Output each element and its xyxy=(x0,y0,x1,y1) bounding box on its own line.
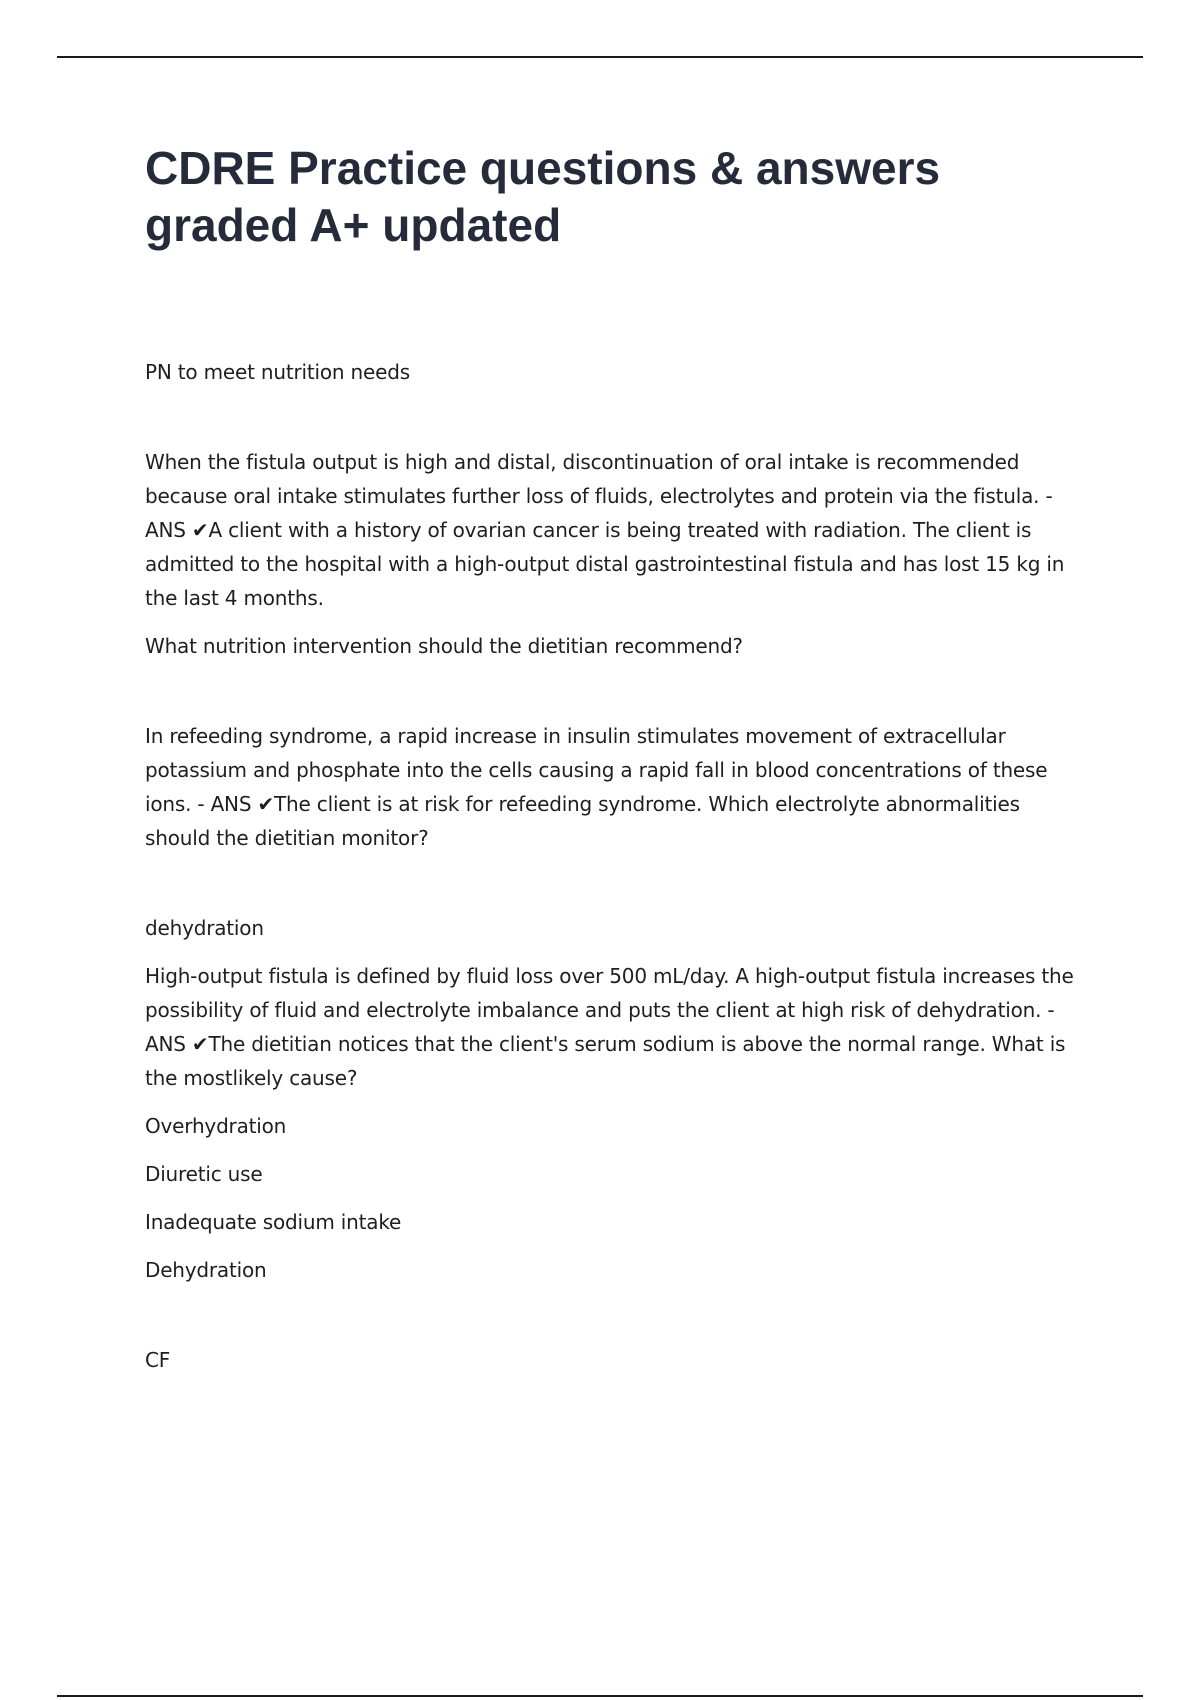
question-block: In refeeding syndrome, a rapid increase in insulin stimulates movement of extracellular potassium and phosphate into the cells causing a rapid fall in blood concentrations of these ions. - ANS ✔The client is at risk for refeeding syndrome. Which electrolyte abnormalities should the dietitian monitor? xyxy=(145,724,1048,850)
top-rule xyxy=(57,56,1143,58)
document-title: CDRE Practice questions & answers graded A+ updated xyxy=(145,142,941,251)
question-block: When the fistula output is high and distal, discontinuation of oral intake is recommended because oral intake stimulates further loss of fluids, electrolytes and protein via the fistula. - ANS ✔A client with a history of ovarian cancer is being treated with radiation. The client is admitted to the hospital with a high-output distal gastrointestinal fistula and has lost 15 kg in the last 4 months. xyxy=(145,450,1065,610)
option-item: Dehydration xyxy=(145,1258,267,1282)
question-prompt: What nutrition intervention should the dietitian recommend? xyxy=(145,634,743,658)
document-body xyxy=(145,355,1075,1377)
option-item: Diuretic use xyxy=(145,1162,263,1186)
answer-text: PN to meet nutrition needs xyxy=(145,360,410,384)
option-item: Inadequate sodium intake xyxy=(145,1210,402,1234)
answer-text: CF xyxy=(145,1348,171,1372)
question-block: High-output fistula is defined by fluid loss over 500 mL/day. A high-output fistula increases the possibility of fluid and electrolyte imbalance and puts the client at high risk of dehydration. - ANS ✔The dietitian notices that the client's serum sodium is above the normal range. What is the mostlikely cause? xyxy=(145,964,1074,1090)
option-item: Overhydration xyxy=(145,1114,287,1138)
answer-text: dehydration xyxy=(145,916,264,940)
bottom-rule xyxy=(57,1695,1143,1697)
